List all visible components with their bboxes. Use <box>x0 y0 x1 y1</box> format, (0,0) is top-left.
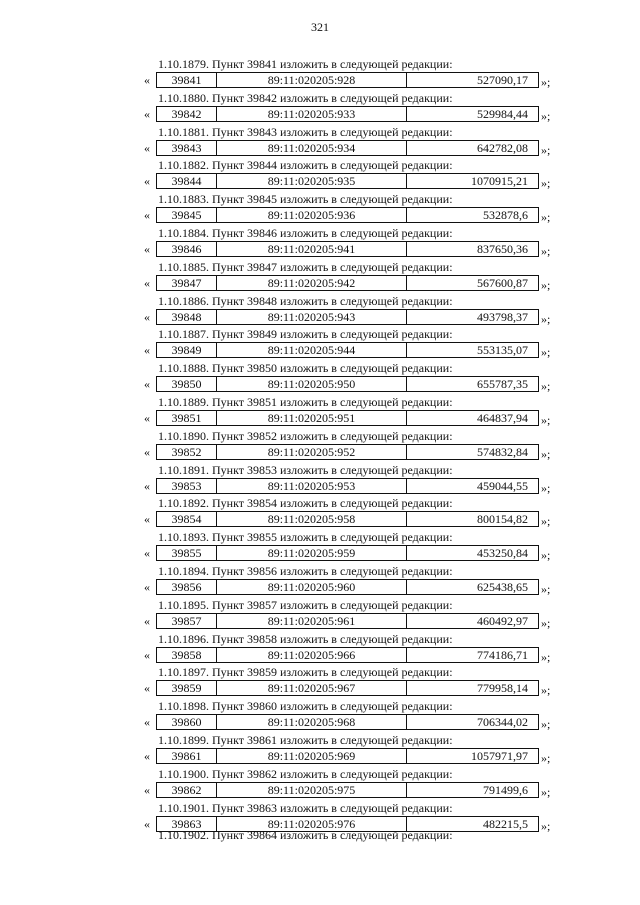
entry-heading: 1.10.1880. Пункт 39842 изложить в следующей редакции: <box>158 90 453 105</box>
item-number-cell: 39843 <box>157 141 217 155</box>
table-row <box>156 376 539 392</box>
close-quote: »; <box>541 548 551 563</box>
cadastral-number-cell: 89:11:020205:928 <box>217 73 407 87</box>
item-number-cell: 39861 <box>157 749 217 763</box>
item-number-cell: 39851 <box>157 411 217 425</box>
open-quote: « <box>144 748 150 763</box>
entry-heading: 1.10.1893. Пункт 39855 изложить в следующей редакции: <box>158 530 453 545</box>
table-row <box>156 647 539 663</box>
open-quote: « <box>144 816 150 831</box>
amendment-entry <box>0 259 640 293</box>
close-quote: »; <box>541 480 551 495</box>
entry-heading: 1.10.1883. Пункт 39845 изложить в следующей редакции: <box>158 192 453 207</box>
amendment-entry <box>0 293 640 327</box>
entry-heading: 1.10.1889. Пункт 39851 изложить в следующей редакции: <box>158 394 453 409</box>
cadastral-value-cell: 791499,6 <box>483 782 528 797</box>
close-quote: »; <box>541 615 551 630</box>
entry-heading: 1.10.1886. Пункт 39848 изложить в следующей редакции: <box>158 293 453 308</box>
item-number-cell: 39860 <box>157 715 217 729</box>
item-number-cell: 39852 <box>157 445 217 459</box>
cadastral-number-cell: 89:11:020205:966 <box>217 648 407 662</box>
close-quote: »; <box>541 75 551 89</box>
cadastral-number-cell: 89:11:020205:943 <box>217 310 407 324</box>
amendment-entry <box>0 124 640 158</box>
entry-heading: 1.10.1885. Пункт 39847 изложить в следующей редакции: <box>158 259 453 274</box>
table-row <box>156 545 539 561</box>
table-row <box>156 478 539 494</box>
item-number-cell: 39846 <box>157 242 217 256</box>
close-quote: »; <box>541 210 551 225</box>
entry-heading: 1.10.1896. Пункт 39858 изложить в следующей редакции: <box>158 631 453 646</box>
entry-heading: 1.10.1901. Пункт 39863 изложить в следующей редакции: <box>158 800 453 815</box>
close-quote: »; <box>541 412 551 427</box>
item-number-cell: 39863 <box>157 817 217 831</box>
close-quote: »; <box>541 750 551 765</box>
open-quote: « <box>144 613 150 628</box>
item-number-cell: 39858 <box>157 648 217 662</box>
cadastral-value-cell: 567600,87 <box>477 275 528 290</box>
table-row <box>156 207 539 223</box>
close-quote: »; <box>541 717 551 732</box>
cadastral-value-cell: 625438,65 <box>477 579 528 594</box>
table-row <box>156 714 539 730</box>
amendment-entry <box>0 90 640 124</box>
open-quote: « <box>144 681 150 696</box>
amendment-entry <box>0 631 640 665</box>
table-row <box>156 748 539 764</box>
cadastral-number-cell: 89:11:020205:950 <box>217 377 407 391</box>
cadastral-number-cell: 89:11:020205:967 <box>217 681 407 695</box>
item-number-cell: 39841 <box>157 73 217 87</box>
close-quote: »; <box>541 142 551 157</box>
amendment-list <box>0 56 640 833</box>
cadastral-value-cell: 1070915,21 <box>471 174 528 189</box>
amendment-entry <box>0 698 640 732</box>
cadastral-value-cell: 459044,55 <box>477 478 528 493</box>
cadastral-number-cell: 89:11:020205:975 <box>217 783 407 797</box>
cadastral-value-cell: 800154,82 <box>477 512 528 527</box>
cadastral-number-cell: 89:11:020205:936 <box>217 208 407 222</box>
table-row <box>156 680 539 696</box>
cadastral-value-cell: 460492,97 <box>477 613 528 628</box>
cadastral-value-cell: 482215,5 <box>483 816 528 831</box>
close-quote: »; <box>541 108 551 123</box>
item-number-cell: 39857 <box>157 614 217 628</box>
amendment-entry <box>0 766 640 800</box>
cadastral-number-cell: 89:11:020205:968 <box>217 715 407 729</box>
open-quote: « <box>144 715 150 730</box>
cadastral-number-cell: 89:11:020205:935 <box>217 174 407 188</box>
table-row <box>156 275 539 291</box>
table-row <box>156 106 539 122</box>
amendment-entry <box>0 664 640 698</box>
entry-heading: 1.10.1892. Пункт 39854 изложить в следующей редакции: <box>158 496 453 511</box>
close-quote: »; <box>541 784 551 799</box>
amendment-entry <box>0 495 640 529</box>
table-row <box>156 511 539 527</box>
amendment-entry <box>0 56 640 90</box>
cadastral-value-cell: 706344,02 <box>477 715 528 730</box>
entry-heading: 1.10.1899. Пункт 39861 изложить в следующей редакции: <box>158 732 453 747</box>
close-quote: »; <box>541 311 551 326</box>
entry-heading: 1.10.1879. Пункт 39841 изложить в следующей редакции: <box>158 57 453 71</box>
item-number-cell: 39849 <box>157 343 217 357</box>
cadastral-value-cell: 532878,6 <box>483 208 528 223</box>
entry-heading: 1.10.1894. Пункт 39856 изложить в следующей редакции: <box>158 563 453 578</box>
amendment-entry <box>0 732 640 766</box>
amendment-entry <box>0 394 640 428</box>
cadastral-number-cell: 89:11:020205:960 <box>217 580 407 594</box>
item-number-cell: 39862 <box>157 783 217 797</box>
item-number-cell: 39844 <box>157 174 217 188</box>
amendment-entry <box>0 157 640 191</box>
open-quote: « <box>144 208 150 223</box>
open-quote: « <box>144 309 150 324</box>
entry-heading: 1.10.1884. Пункт 39846 изложить в следующей редакции: <box>158 225 453 240</box>
close-quote: »; <box>541 345 551 360</box>
table-row <box>156 140 539 156</box>
final-heading: 1.10.1902. Пункт 39864 изложить в следующей редакции: <box>158 828 453 842</box>
amendment-entry <box>0 428 640 462</box>
cadastral-number-cell: 89:11:020205:933 <box>217 107 407 121</box>
open-quote: « <box>144 410 150 425</box>
item-number-cell: 39847 <box>157 276 217 290</box>
cadastral-value-cell: 774186,71 <box>477 647 528 662</box>
table-row <box>156 782 539 798</box>
cadastral-number-cell: 89:11:020205:969 <box>217 749 407 763</box>
amendment-entry <box>0 360 640 394</box>
entry-heading: 1.10.1888. Пункт 39850 изложить в следующей редакции: <box>158 361 453 376</box>
open-quote: « <box>144 106 150 121</box>
open-quote: « <box>144 343 150 358</box>
close-quote: »; <box>541 243 551 258</box>
cadastral-number-cell: 89:11:020205:934 <box>217 141 407 155</box>
entry-heading: 1.10.1898. Пункт 39860 изложить в следующей редакции: <box>158 699 453 714</box>
cadastral-number-cell: 89:11:020205:952 <box>217 445 407 459</box>
cadastral-value-cell: 574832,84 <box>477 444 528 459</box>
open-quote: « <box>144 444 150 459</box>
entry-heading: 1.10.1881. Пункт 39843 изложить в следующей редакции: <box>158 124 453 139</box>
entry-heading: 1.10.1900. Пункт 39862 изложить в следующей редакции: <box>158 766 453 781</box>
item-number-cell: 39848 <box>157 310 217 324</box>
open-quote: « <box>144 647 150 662</box>
table-row <box>156 241 539 257</box>
cadastral-number-cell: 89:11:020205:941 <box>217 242 407 256</box>
cadastral-number-cell: 89:11:020205:961 <box>217 614 407 628</box>
cadastral-number-cell: 89:11:020205:942 <box>217 276 407 290</box>
close-quote: »; <box>541 176 551 191</box>
entry-heading: 1.10.1882. Пункт 39844 изложить в следующей редакции: <box>158 158 453 173</box>
entry-heading: 1.10.1895. Пункт 39857 изложить в следующей редакции: <box>158 597 453 612</box>
item-number-cell: 39856 <box>157 580 217 594</box>
table-row <box>156 173 539 189</box>
open-quote: « <box>144 512 150 527</box>
page-number: 321 <box>311 20 329 34</box>
cadastral-value-cell: 655787,35 <box>477 377 528 392</box>
close-quote: »; <box>541 514 551 529</box>
entry-heading: 1.10.1897. Пункт 39859 изложить в следующей редакции: <box>158 665 453 680</box>
amendment-entry <box>0 191 640 225</box>
cadastral-value-cell: 779958,14 <box>477 681 528 696</box>
cadastral-value-cell: 493798,37 <box>477 309 528 324</box>
amendment-entry <box>0 563 640 597</box>
cadastral-value-cell: 453250,84 <box>477 546 528 561</box>
close-quote: »; <box>541 818 551 833</box>
table-row <box>156 342 539 358</box>
close-quote: »; <box>541 649 551 664</box>
item-number-cell: 39853 <box>157 479 217 493</box>
close-quote: »; <box>541 277 551 292</box>
open-quote: « <box>144 73 150 87</box>
amendment-entry <box>0 225 640 259</box>
item-number-cell: 39859 <box>157 681 217 695</box>
cadastral-value-cell: 464837,94 <box>477 410 528 425</box>
item-number-cell: 39842 <box>157 107 217 121</box>
open-quote: « <box>144 579 150 594</box>
open-quote: « <box>144 140 150 155</box>
cadastral-number-cell: 89:11:020205:958 <box>217 512 407 526</box>
entry-heading: 1.10.1890. Пункт 39852 изложить в следующей редакции: <box>158 428 453 443</box>
amendment-entry <box>0 462 640 496</box>
cadastral-number-cell: 89:11:020205:953 <box>217 479 407 493</box>
table-row <box>156 444 539 460</box>
close-quote: »; <box>541 683 551 698</box>
open-quote: « <box>144 478 150 493</box>
open-quote: « <box>144 782 150 797</box>
item-number-cell: 39854 <box>157 512 217 526</box>
open-quote: « <box>144 546 150 561</box>
open-quote: « <box>144 377 150 392</box>
entry-heading: 1.10.1891. Пункт 39853 изложить в следующей редакции: <box>158 462 453 477</box>
amendment-entry <box>0 529 640 563</box>
table-row <box>156 579 539 595</box>
cadastral-value-cell: 527090,17 <box>477 73 528 87</box>
item-number-cell: 39845 <box>157 208 217 222</box>
table-row <box>156 613 539 629</box>
cadastral-value-cell: 1057971,97 <box>471 748 528 763</box>
open-quote: « <box>144 275 150 290</box>
table-row <box>156 309 539 325</box>
cadastral-value-cell: 529984,44 <box>477 106 528 121</box>
close-quote: »; <box>541 379 551 394</box>
amendment-entry <box>0 326 640 360</box>
table-row <box>156 72 539 88</box>
close-quote: »; <box>541 446 551 461</box>
open-quote: « <box>144 241 150 256</box>
item-number-cell: 39855 <box>157 546 217 560</box>
open-quote: « <box>144 174 150 189</box>
cadastral-number-cell: 89:11:020205:944 <box>217 343 407 357</box>
cadastral-number-cell: 89:11:020205:951 <box>217 411 407 425</box>
cadastral-number-cell: 89:11:020205:976 <box>217 817 407 831</box>
item-number-cell: 39850 <box>157 377 217 391</box>
amendment-entry <box>0 597 640 631</box>
close-quote: »; <box>541 581 551 596</box>
cadastral-value-cell: 642782,08 <box>477 140 528 155</box>
table-row <box>156 410 539 426</box>
cadastral-value-cell: 837650,36 <box>477 241 528 256</box>
cadastral-number-cell: 89:11:020205:959 <box>217 546 407 560</box>
entry-heading: 1.10.1887. Пункт 39849 изложить в следующей редакции: <box>158 327 453 342</box>
cadastral-value-cell: 553135,07 <box>477 343 528 358</box>
